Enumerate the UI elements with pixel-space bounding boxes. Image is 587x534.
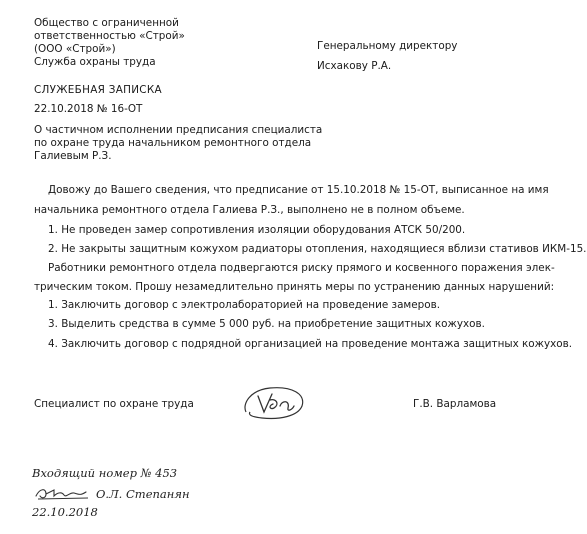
sender-org-line1: Общество с ограниченной	[34, 17, 179, 29]
incoming-number: Входящий номер № 453	[32, 466, 178, 480]
request-item2: 3. Выделить средства в сумме 5 000 руб. на приобретение защитных кожухов.	[48, 318, 485, 330]
body-item2: 2. Не закрыты защитным кожухом радиаторы отопления, находящиеся вблизи стативов ИКМ-15.	[48, 243, 587, 255]
subject-line3: Галиевым Р.З.	[34, 150, 112, 162]
signer-name: Г.В. Варламова	[413, 398, 497, 410]
sender-department: Служба охраны труда	[34, 56, 156, 68]
receiver-signature-icon	[34, 484, 90, 502]
recipient-position: Генеральному директору	[317, 40, 458, 52]
body-paragraph1-line2: начальника ремонтного отдела Галиева Р.З., выполнено не в полном объеме.	[34, 204, 465, 216]
signer-position: Специалист по охране труда	[34, 398, 194, 410]
body-paragraph2-line1: Работники ремонтного отдела подвергаются риску прямого и косвенного поражения элек-	[48, 262, 555, 274]
sender-org-line2: ответственностью «Строй»	[34, 30, 185, 42]
incoming-date: 22.10.2018	[32, 505, 98, 519]
body-paragraph2-line2: трическим током. Прошу незамедлительно принять меры по устранению данных нарушений:	[34, 281, 555, 293]
subject-line2: по охране труда начальником ремонтного отдела	[34, 137, 312, 149]
body-item1: 1. Не проведен замер сопротивления изоляции оборудования АТСК 50/200.	[48, 224, 466, 236]
request-item1: 1. Заключить договор с электролабораторией на проведение замеров.	[48, 299, 441, 311]
document-date-number: 22.10.2018 № 16-ОТ	[34, 103, 143, 115]
signature-icon	[240, 382, 310, 422]
body-paragraph1-line1: Довожу до Вашего сведения, что предписание от 15.10.2018 № 15-ОТ, выписанное на имя	[48, 184, 549, 196]
document-type: СЛУЖЕБНАЯ ЗАПИСКА	[34, 84, 162, 96]
incoming-receiver: О.Л. Степанян	[96, 487, 190, 501]
request-item3: 4. Заключить договор с подрядной организацией на проведение монтажа защитных кожухов.	[48, 338, 573, 350]
sender-org-line3: (ООО «Строй»)	[34, 43, 116, 55]
subject-line1: О частичном исполнении предписания специалиста	[34, 124, 323, 136]
recipient-name: Исхакову Р.А.	[317, 60, 392, 72]
